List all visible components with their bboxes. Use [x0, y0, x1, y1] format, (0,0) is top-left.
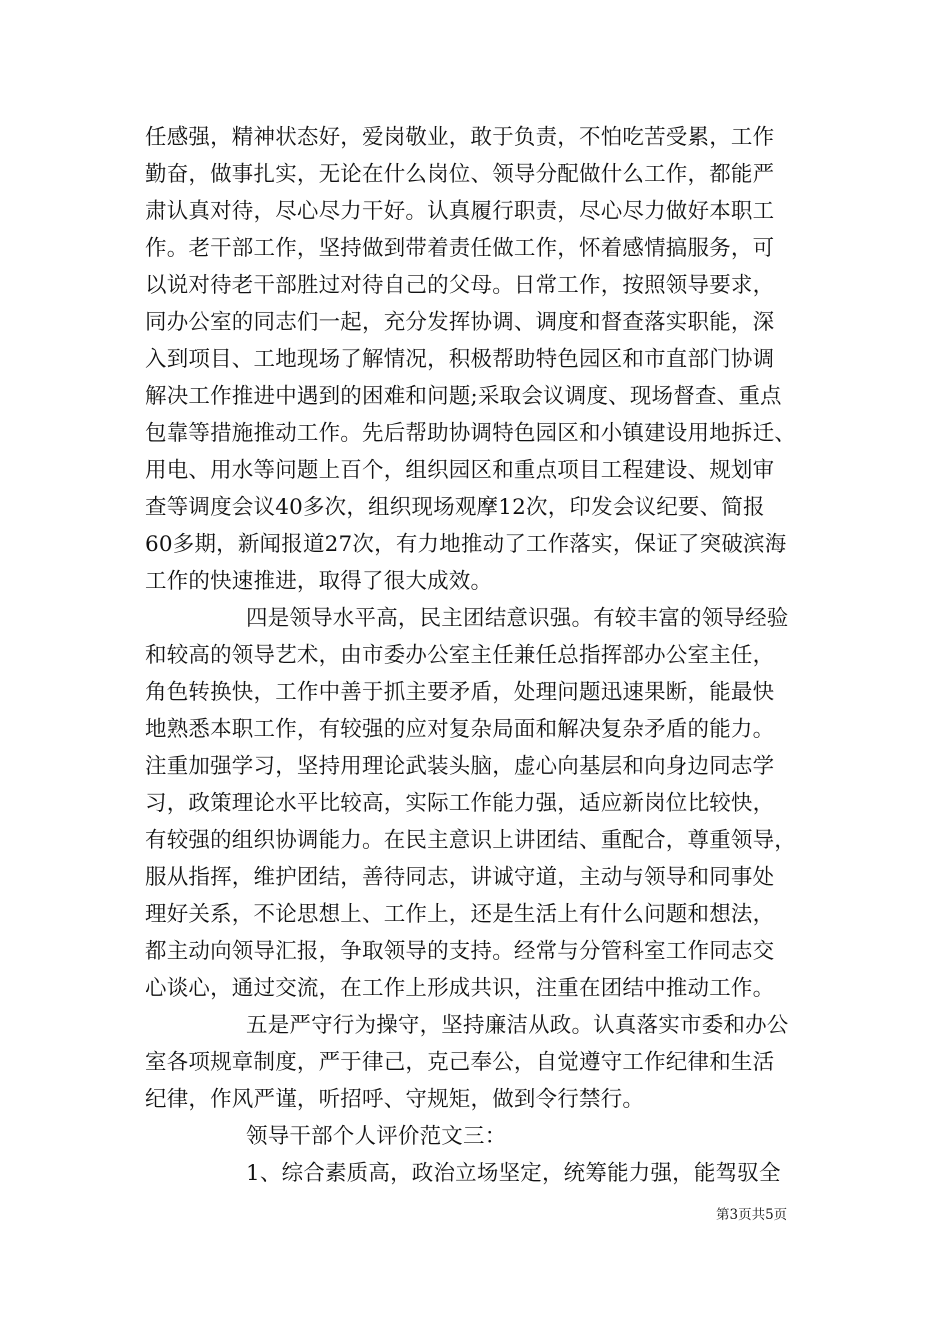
text-line: 肃认真对待，尽心尽力干好。认真履行职责，尽心尽力做好本职工	[145, 199, 775, 224]
section-title: 领导干部个人评价范文三：	[246, 1124, 507, 1149]
text-line: 理好关系，不论思想上、工作上，还是生活上有什么问题和想法，	[145, 902, 775, 927]
text-line: 和较高的领导艺术，由市委办公室主任兼任总指挥部办公室主任，	[145, 643, 775, 668]
text-line: 勤奋，做事扎实，无论在什么岗位、领导分配做什么工作，都能严	[145, 162, 775, 187]
text-line: 室各项规章制度，严于律己，克己奉公，自觉遵守工作纪律和生活	[145, 1050, 775, 1075]
page-number-footer: 第3页共5页	[716, 1207, 788, 1223]
text-line: 入到项目、工地现场了解情况，积极帮助特色园区和市直部门协调	[145, 347, 775, 372]
text-line: 有较强的组织协调能力。在民主意识上讲团结、重配合，尊重领导，	[145, 828, 797, 853]
text-line: 地熟悉本职工作，有较强的应对复杂局面和解决复杂矛盾的能力。	[145, 717, 775, 742]
paragraph-four-heading: 四是领导水平高，民主团结意识强。有较丰富的领导经验	[246, 606, 789, 631]
text-line: 角色转换快，工作中善于抓主要矛盾，处理问题迅速果断，能最快	[145, 680, 775, 705]
text-line: 任感强，精神状态好，爱岗敬业，敢于负责，不怕吃苦受累，工作	[145, 125, 775, 150]
paragraph-five-heading: 五是严守行为操守，坚持廉洁从政。认真落实市委和办公	[246, 1013, 789, 1038]
text-line: 习，政策理论水平比较高，实际工作能力强，适应新岗位比较快，	[145, 791, 775, 816]
text-line: 心谈心，通过交流，在工作上形成共识，注重在团结中推动工作。	[145, 976, 775, 1001]
text-line: 都主动向领导汇报，争取领导的支持。经常与分管科室工作同志交	[145, 939, 775, 964]
text-line: 解决工作推进中遇到的困难和问题;采取会议调度、现场督查、重点	[145, 384, 782, 409]
text-line: 1、综合素质高，政治立场坚定，统筹能力强，能驾驭全	[246, 1161, 781, 1186]
text-line: 以说对待老干部胜过对待自己的父母。日常工作，按照领导要求，	[145, 273, 775, 298]
text-line: 包靠等措施推动工作。先后帮助协调特色园区和小镇建设用地拆迁、	[145, 421, 797, 446]
text-line: 查等调度会议40多次，组织现场观摩12次，印发会议纪要、简报	[145, 495, 765, 520]
text-line: 60多期，新闻报道27次，有力地推动了工作落实，保证了突破滨海	[145, 532, 787, 557]
text-line: 作。老干部工作，坚持做到带着责任做工作，怀着感情搞服务，可	[145, 236, 775, 261]
text-line: 服从指挥，维护团结，善待同志，讲诚守道，主动与领导和同事处	[145, 865, 775, 890]
text-line: 用电、用水等问题上百个，组织园区和重点项目工程建设、规划审	[145, 458, 775, 483]
text-line: 同办公室的同志们一起，充分发挥协调、调度和督查落实职能，深	[145, 310, 775, 335]
text-line: 注重加强学习，坚持用理论武装头脑，虚心向基层和向身边同志学	[145, 754, 775, 779]
text-line: 工作的快速推进，取得了很大成效。	[145, 569, 493, 594]
text-line: 纪律，作风严谨，听招呼、守规矩，做到令行禁行。	[145, 1087, 645, 1112]
